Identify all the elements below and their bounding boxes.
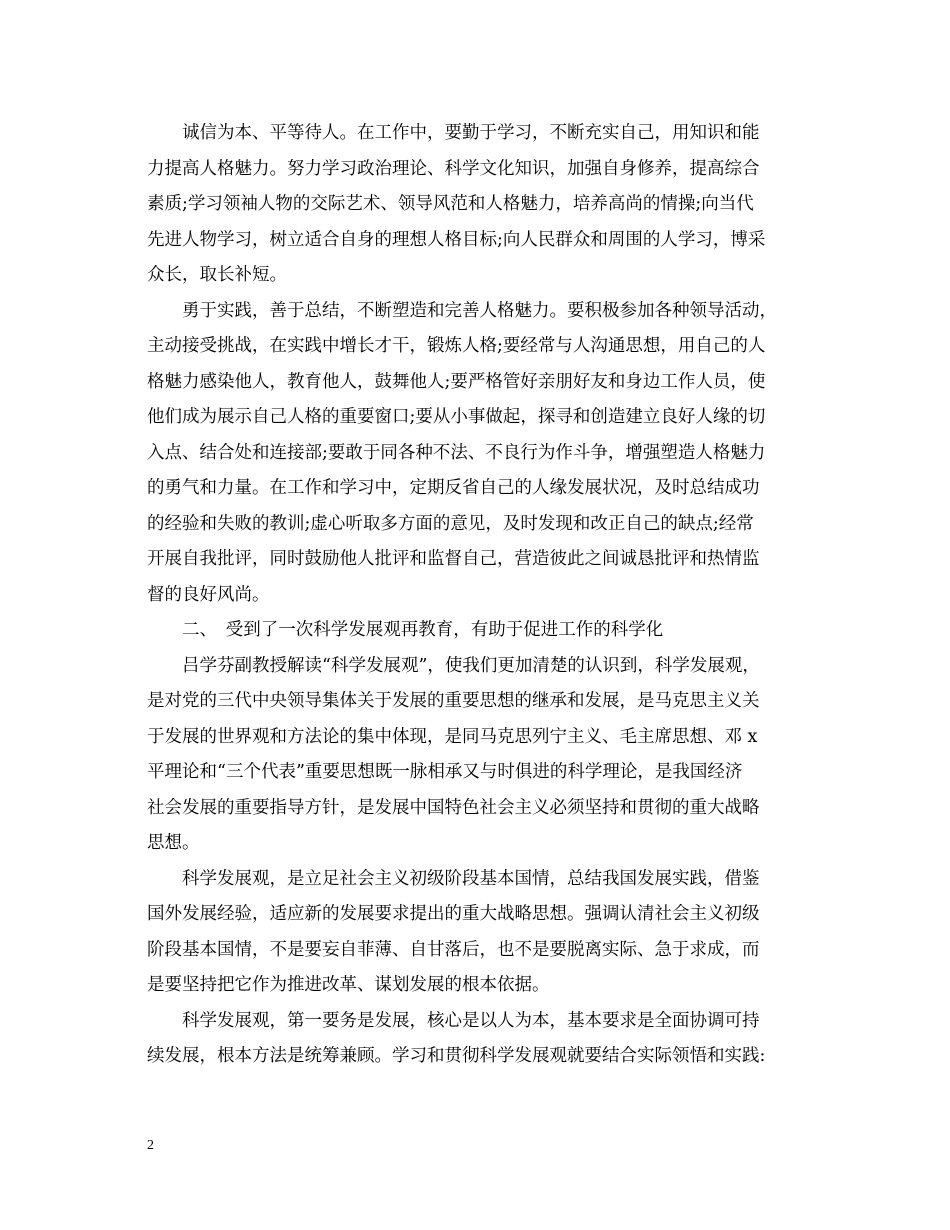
section-heading: 二、 受到了一次科学发展观再教育，有助于促进工作的科学化 — [147, 620, 664, 640]
text-line: 他们成为展示自己人格的重要窗口;要从小事做起，探寻和创造建立良好人缘的切 — [147, 407, 766, 427]
text-line: 勇于实践，善于总结，不断塑造和完善人格魅力。要积极参加各种领导活动， — [147, 300, 777, 321]
text-line: 格魅力感染他人，教育他人，鼓舞他人;要严格管好亲朋好友和身边工作人员，使 — [147, 371, 766, 392]
text-line: 是对党的三代中央领导集体关于发展的重要思想的继承和发展，是马克思主义关 — [147, 691, 760, 711]
text-line: 国外发展经验，适应新的发展要求提出的重大战略思想。强调认清社会主义初级 — [147, 904, 760, 924]
text-line: 于发展的世界观和方法论的集中体现，是同马克思列宁主义、毛主席思想、邓 x — [147, 726, 758, 747]
document-body — [147, 116, 807, 1075]
text-line: 诚信为本、平等待人。在工作中，要勤于学习，不断充实自己，用知识和能 — [147, 123, 760, 143]
text-line: 社会发展的重要指导方针，是发展中国特色社会主义必须坚持和贯彻的重大战略 — [147, 797, 760, 818]
text-line: 先进人物学习，树立适合自身的理想人格目标;向人民群众和周围的人学习，博采 — [147, 229, 766, 250]
text-line: 入点、结合处和连接部;要敢于同各种不法、不良行为作斗争，增强塑造人格魅力 — [147, 442, 766, 463]
text-line: 吕学芬副教授解读“科学发展观”，使我们更加清楚的认识到，科学发展观， — [147, 655, 760, 676]
text-line: 是要坚持把它作为推进改革、谋划发展的根本依据。 — [147, 975, 550, 995]
text-line: 科学发展观，是立足社会主义初级阶段基本国情，总结我国发展实践，借鉴 — [147, 868, 760, 889]
text-line: 力提高人格魅力。努力学习政治理论、科学文化知识，加强自身修养，提高综合 — [147, 158, 760, 179]
text-line: 主动接受挑战，在实践中增长才干，锻炼人格;要经常与人沟通思想，用自己的人 — [147, 336, 766, 356]
text-line: 的经验和失败的教训;虚心听取多方面的意见，及时发现和改正自己的缺点;经常 — [147, 513, 754, 534]
text-line: 众长，取长补短。 — [147, 265, 287, 285]
text-line: 思想。 — [147, 833, 200, 853]
text-line: 阶段基本国情，不是要妄自菲薄、自甘落后，也不是要脱离实际、急于求成，而 — [147, 939, 760, 960]
text-line: 开展自我批评，同时鼓励他人批评和监督自己，营造彼此之间诚恳批评和热情监 — [147, 549, 760, 569]
page-number: 2 — [147, 1138, 154, 1153]
text-line: 督的良好风尚。 — [147, 584, 270, 605]
text-line: 续发展，根本方法是统筹兼顾。学习和贯彻科学发展观就要结合实际领悟和实践: — [147, 1046, 766, 1066]
text-line: 科学发展观，第一要务是发展，核心是以人为本，基本要求是全面协调可持 — [147, 1010, 760, 1031]
text-line: 的勇气和力量。在工作和学习中，定期反省自己的人缘发展状况，及时总结成功 — [147, 478, 760, 498]
text-line: 素质;学习领袖人物的交际艺术、领导风范和人格魅力，培养高尚的情操;向当代 — [147, 194, 754, 214]
text-line: 平理论和“三个代表”重要思想既一脉相承又与时俱进的科学理论，是我国经济 — [147, 762, 743, 782]
